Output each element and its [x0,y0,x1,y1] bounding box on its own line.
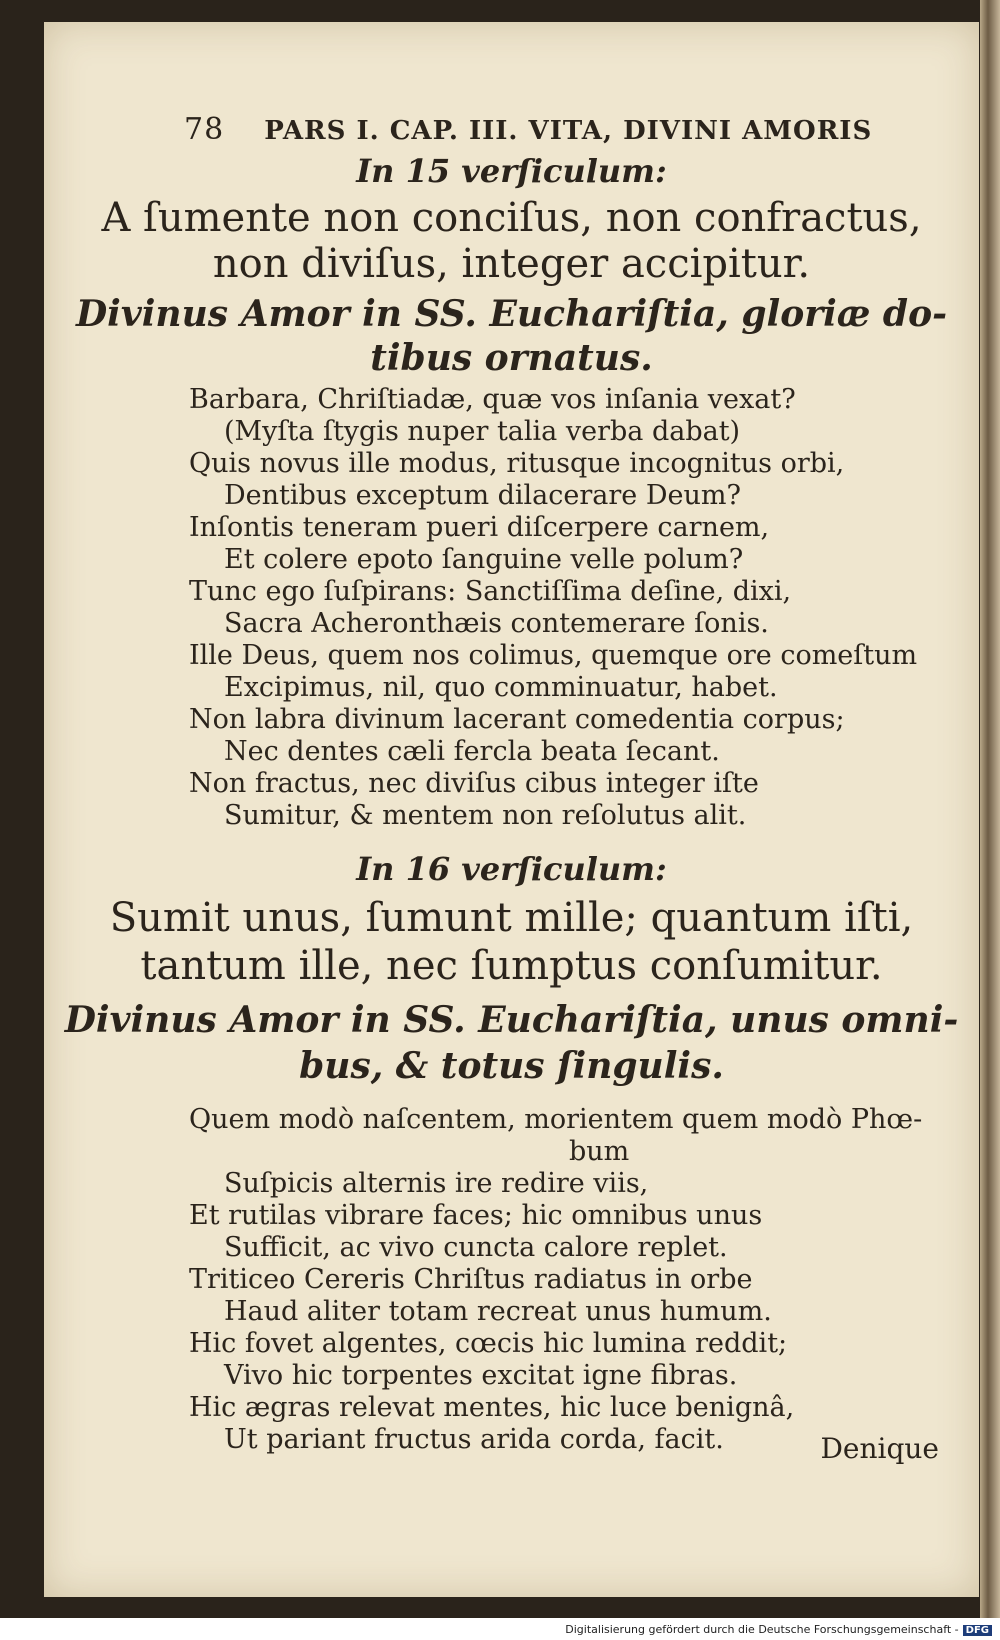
page-header [184,112,904,152]
poem-line: Ille Deus, quem nos colimus, quemque ore comeſtum [189,640,918,671]
poem-line: Sufficit, ac vivo cuncta calore replet. [224,1232,728,1263]
section2-poem [189,1104,969,1456]
section2-title-line-2: bus, & totus ſingulis. [299,1045,724,1087]
section2-verse-line-1: Sumit unus, ſumunt mille; quantum iſti, [109,895,914,941]
poem-line: Quem modò naſcentem, morientem quem modò Phœ- [189,1104,923,1135]
poem-line: Non fractus, nec diviſus cibus integer iſte [189,768,759,799]
section2-verse-line-2: tantum ille, nec ſumptus conſumitur. [140,943,883,989]
page-number: 78 [184,112,225,147]
section1-verse-line-2: non diviſus, integer accipitur. [212,241,811,287]
poem-line: bum [569,1136,630,1167]
footer-text: Digitalisierung gefördert durch die Deutsche Forschungsgemeinschaft - [565,1623,959,1636]
poem-line: Hic ægras relevat mentes, hic luce benignâ, [189,1392,795,1423]
poem-line: Excipimus, nil, quo comminuatur, habet. [224,672,778,703]
section2-title-line-1: Divinus Amor in SS. Euchariſtia, unus omni- [64,999,959,1041]
page-edge [980,0,1000,1618]
poem-line: Suſpicis alternis ire redire viis, [224,1168,649,1199]
section1-title-line-2: tibus ornatus. [370,337,653,379]
section1-poem [189,384,969,832]
section1-verse-line-1: A ſumente non conciſus, non confractus, [101,195,922,241]
poem-line: Tunc ego ſuſpirans: Sanctiſſima deſine, dixi, [189,576,792,607]
poem-line: Sumitur, & mentem non reſolutus alit. [224,800,747,831]
running-title: PARS I. CAP. III. VITA, DIVINI AMORIS [264,116,873,146]
section1-subhead: In 15 verſiculum: [356,152,667,190]
poem-line: Triticeo Cereris Chriſtus radiatus in orbe [189,1264,753,1295]
book-page [44,22,979,1597]
poem-line: Sacra Acheronthæis contemerare ſonis. [224,608,769,639]
section2-subhead: In 16 verſiculum: [356,850,667,888]
poem-line: Nec dentes cæli fercla beata ſecant. [224,736,720,767]
dfg-logo-icon: DFG [963,1625,992,1636]
poem-line: Vivo hic torpentes excitat igne fibras. [224,1360,738,1391]
poem-line: Inſontis teneram pueri diſcerpere carnem, [189,512,770,543]
catchword: Denique [820,1432,939,1465]
poem-line: Quis novus ille modus, ritusque incognitus orbi, [189,448,845,479]
poem-line: Non labra divinum lacerant comedentia corpus; [189,704,845,735]
digitization-footer [0,1618,1000,1640]
poem-line: (Myſta ſtygis nuper talia verba dabat) [224,416,741,447]
poem-line: Haud aliter totam recreat unus humum. [224,1296,772,1327]
poem-line: Dentibus exceptum dilacerare Deum? [224,480,741,511]
poem-line: Ut pariant fructus arida corda, facit. [224,1424,724,1455]
poem-line: Et rutilas vibrare faces; hic omnibus unus [189,1200,763,1231]
poem-line: Hic fovet algentes, cœcis hic lumina reddit; [189,1328,788,1359]
poem-line: Barbara, Chriſtiadæ, quæ vos inſania vexat? [189,384,796,415]
poem-line: Et colere epoto ſanguine velle polum? [224,544,744,575]
section1-title-line-1: Divinus Amor in SS. Euchariſtia, gloriæ do- [75,293,948,335]
